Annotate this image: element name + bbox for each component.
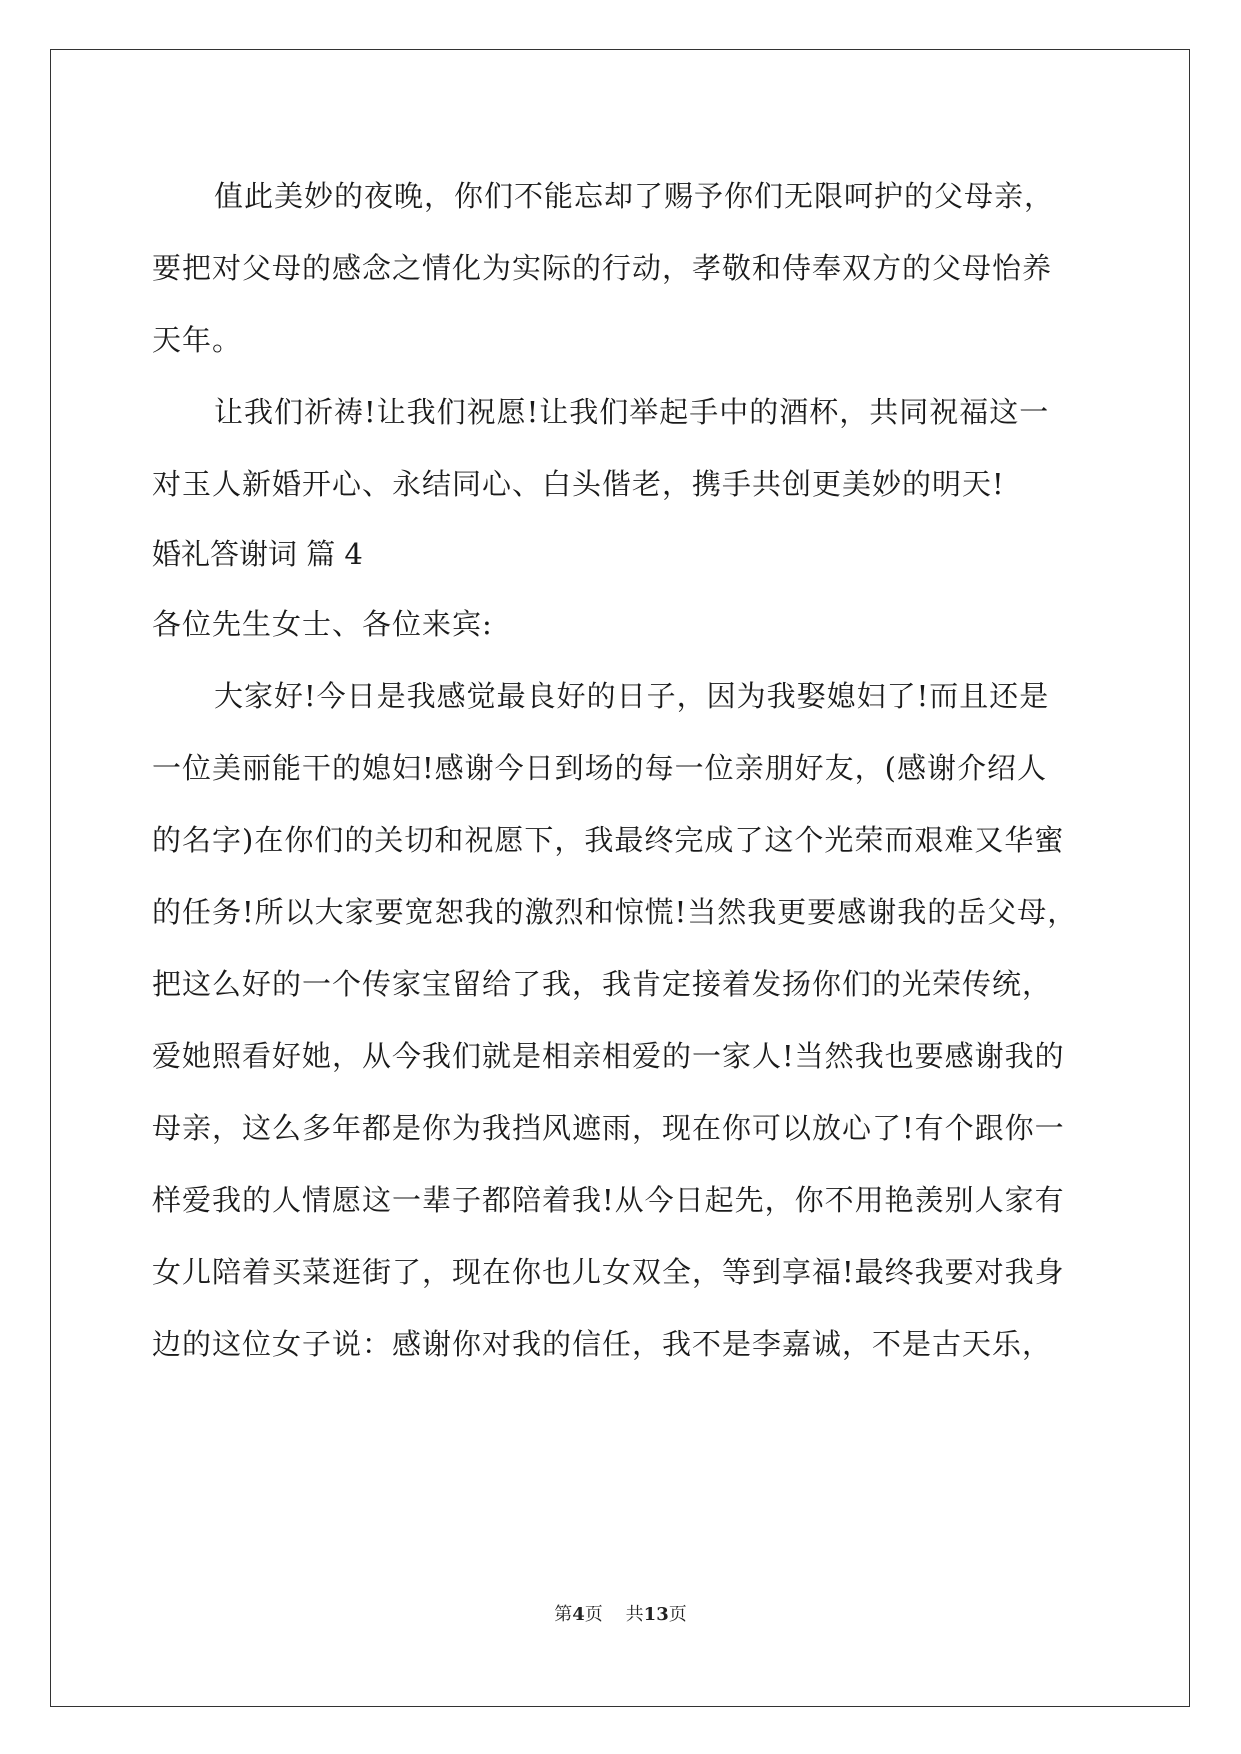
paragraph-line: 的任务!所以大家要宽恕我的激烈和惊慌!当然我更要感谢我的岳父母， [152, 895, 1078, 929]
document-body [152, 160, 1092, 1380]
footer-prefix: 第 [554, 1604, 573, 1625]
total-pages-number: 13 [643, 1604, 669, 1625]
paragraph-line: 爱她照看好她，从今我们就是相亲相爱的一家人!当然我也要感谢我的 [152, 1039, 1065, 1073]
paragraph-line: 对玉人新婚开心、永结同心、白头偕老，携手共创更美妙的明天! [152, 467, 1005, 501]
paragraph-1 [152, 160, 1092, 376]
paragraph-line: 让我们祈祷!让我们祝愿!让我们举起手中的酒杯，共同祝福这一 [214, 395, 1050, 429]
paragraph-line: 母亲，这么多年都是你为我挡风遮雨，现在你可以放心了!有个跟你一 [152, 1111, 1065, 1145]
page-footer [0, 1600, 1241, 1626]
paragraph-line: 天年。 [152, 323, 243, 357]
paragraph-line: 值此美妙的夜晚，你们不能忘却了赐予你们无限呵护的父母亲， [214, 179, 1055, 213]
paragraph-line: 的名字)在你们的关切和祝愿下，我最终完成了这个光荣而艰难又华蜜 [152, 823, 1065, 857]
paragraph-line: 一位美丽能干的媳妇!感谢今日到场的每一位亲朋好友，(感谢介绍人 [152, 751, 1047, 785]
paragraph-line: 把这么好的一个传家宝留给了我，我肯定接着发扬你们的光荣传统， [152, 967, 1053, 1001]
salutation: 各位先生女士、各位来宾: [152, 607, 493, 641]
paragraph-line: 样爱我的人情愿这一辈子都陪着我!从今日起先，你不用艳羡别人家有 [152, 1183, 1065, 1217]
paragraph-line: 大家好!今日是我感觉最良好的日子，因为我娶媳妇了!而且还是 [214, 679, 1050, 713]
paragraph-line: 边的这位女子说：感谢你对我的信任，我不是李嘉诚，不是古天乐， [152, 1327, 1053, 1361]
footer-total-suffix: 页 [668, 1604, 687, 1625]
paragraph-2 [152, 376, 1092, 520]
footer-total-prefix: 共 [625, 1604, 644, 1625]
paragraph-line: 女儿陪着买菜逛街了，现在你也儿女双全，等到享福!最终我要对我身 [152, 1255, 1065, 1289]
paragraph-3 [152, 660, 1092, 1380]
current-page-number: 4 [572, 1604, 585, 1625]
footer-page-word: 页 [584, 1604, 603, 1625]
section-heading: 婚礼答谢词 篇 4 [152, 537, 363, 571]
paragraph-line: 要把对父母的感念之情化为实际的行动，孝敬和侍奉双方的父母怡养 [152, 251, 1053, 285]
